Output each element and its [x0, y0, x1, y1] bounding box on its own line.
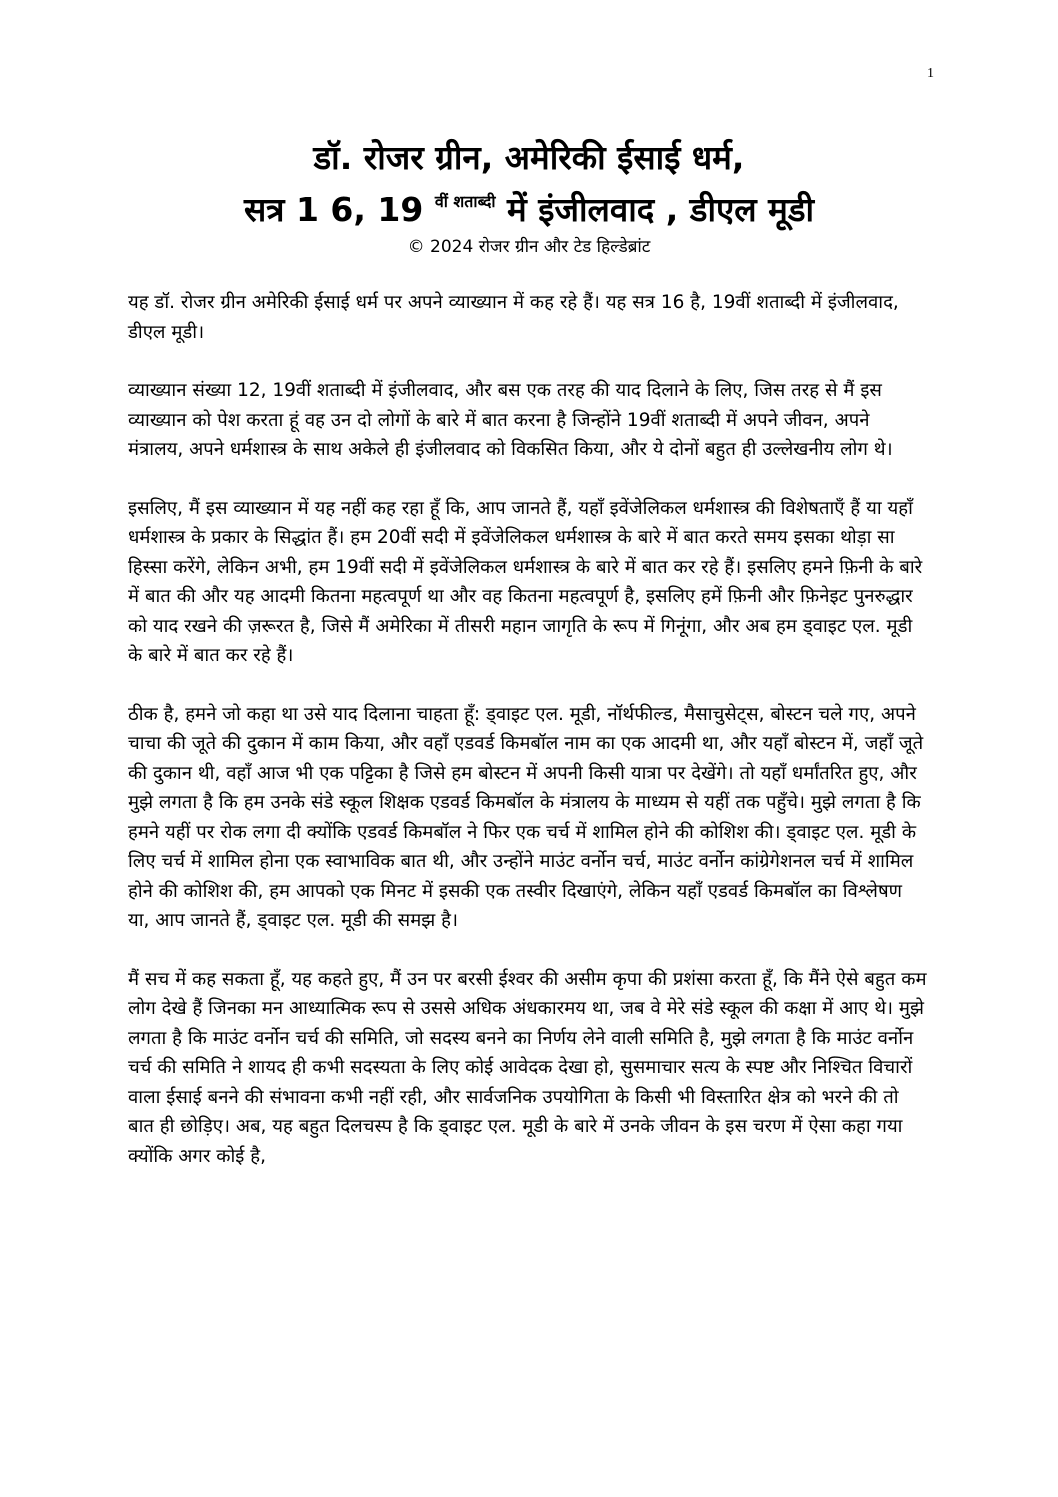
- paragraph-3: इसलिए, मैं इस व्याख्यान में यह नहीं कह रहा हूँ कि, आप जानते हैं, यहाँ इवेंजेलिकल धर्मशास्त्र की विशेषताएँ हैं या यहाँ धर्मशास्त्र के प्रकार के सिद्धांत हैं। हम 20वीं सदी में इवेंजेलिकल धर्मशास्त्र के बारे में बात करते समय इसका थोड़ा सा हिस्सा करेंगे, लेकिन अभी, हम 19वीं सदी में इवेंजेलिकल धर्मशास्त्र के बारे में बात कर रहे हैं। इसलिए हमने फ़िनी के बारे में बात की और यह आदमी कितना महत्वपूर्ण था और वह कितना महत्वपूर्ण है, इसलिए हमें फ़िनी और फ़िनेइट पुनरुद्धार को याद रखने की ज़रूरत है, जिसे मैं अमेरिका में तीसरी महान जागृति के रूप में गिनूंगा, और अब हम ड्वाइट एल. मूडी के बारे में बात कर रहे हैं।: [128, 497, 923, 666]
- paragraph-4: ठीक है, हमने जो कहा था उसे याद दिलाना चाहता हूँ: ड्वाइट एल. मूडी, नॉर्थफील्ड, मैसाचुसेट्स, बोस्टन चले गए, अपने चाचा की जूते की दुकान में काम किया, और वहाँ एडवर्ड किमबॉल नाम का एक आदमी था, और यहाँ बोस्टन में, जहाँ जूते की दुकान थी, वहाँ आज भी एक पट्टिका है जिसे हम बोस्टन में अपनी किसी यात्रा पर देखेंगे। तो यहाँ धर्मांतरित हुए, और मुझे लगता है कि हम उनके संडे स्कूल शिक्षक एडवर्ड किमबॉल के मंत्रालय के माध्यम से यहीं तक पहुँचे। मुझे लगता है कि हमने यहीं पर रोक लगा दी क्योंकि एडवर्ड किमबॉल ने फिर एक चर्च में शामिल होने की कोशिश की। ड्वाइट एल. मूडी के लिए चर्च में शामिल होना एक स्वाभाविक बात थी, और उन्होंने माउंट वर्नोन चर्च, माउंट वर्नोन कांग्रेगेशनल चर्च में शामिल होने की कोशिश की, हम आपको एक मिनट में इसकी एक तस्वीर दिखाएंगे, लेकिन यहाँ एडवर्ड किमबॉल का विश्लेषण या, आप जानते हैं, ड्वाइट एल. मूडी की समझ है।: [128, 703, 924, 931]
- title-session-suffix: में इंजीलवाद , डीएल मूडी: [507, 190, 815, 229]
- title-superscript: वीं शताब्दी: [434, 192, 496, 211]
- paragraph-1: यह डॉ. रोजर ग्रीन अमेरिकी ईसाई धर्म पर अपने व्याख्यान में कह रहे हैं। यह सत्र 16 है, 19वीं शताब्दी में इंजीलवाद, डीएल मूडी।: [128, 292, 899, 343]
- title-line-2: [100, 184, 958, 236]
- body-text: [128, 288, 928, 1200]
- title-block: [100, 132, 958, 260]
- copyright-notice: © 2024 रोजर ग्रीन और टेड हिल्डेब्रांट: [407, 237, 651, 257]
- page-number: 1: [927, 66, 934, 81]
- title-session-prefix: सत्र 1 6, 19: [243, 190, 424, 229]
- paragraph-5: मैं सच में कह सकता हूँ, यह कहते हुए, मैं उन पर बरसी ईश्वर की असीम कृपा की प्रशंसा करता हूँ, कि मैंने ऐसे बहुत कम लोग देखे हैं जिनका मन आध्यात्मिक रूप से उससे अधिक अंधकारमय था, जब वे मेरे संडे स्कूल की कक्षा में आए थे। मुझे लगता है कि माउंट वर्नोन चर्च की समिति, जो सदस्य बनने का निर्णय लेने वाली समिति है, मुझे लगता है कि माउंट वर्नोन चर्च की समिति ने शायद ही कभी सदस्यता के लिए कोई आवेदक देखा हो, सुसमाचार सत्य के स्पष्ट और निश्चित विचारों वाला ईसाई बनने की संभावना कभी नहीं रही, और सार्वजनिक उपयोगिता के किसी भी विस्तारित क्षेत्र को भरने की तो बात ही छोड़िए। अब, यह बहुत दिलचस्प है कि ड्वाइट एल. मूडी के बारे में उनके जीवन के इस चरण में ऐसा कहा गया क्योंकि अगर कोई है,: [128, 968, 927, 1167]
- title-line-1: डॉ. रोजर ग्रीन, अमेरिकी ईसाई धर्म,: [313, 138, 745, 177]
- paragraph-2: व्याख्यान संख्या 12, 19वीं शताब्दी में इंजीलवाद, और बस एक तरह की याद दिलाने के लिए, जिस तरह से मैं इस व्याख्यान को पेश करता हूं वह उन दो लोगों के बारे में बात करना है जिन्होंने 19वीं शताब्दी में अपने जीवन, अपने मंत्रालय, अपने धर्मशास्त्र के साथ अकेले ही इंजीलवाद को विकसित किया, और ये दोनों बहुत ही उल्लेखनीय लोग थे।: [128, 380, 893, 460]
